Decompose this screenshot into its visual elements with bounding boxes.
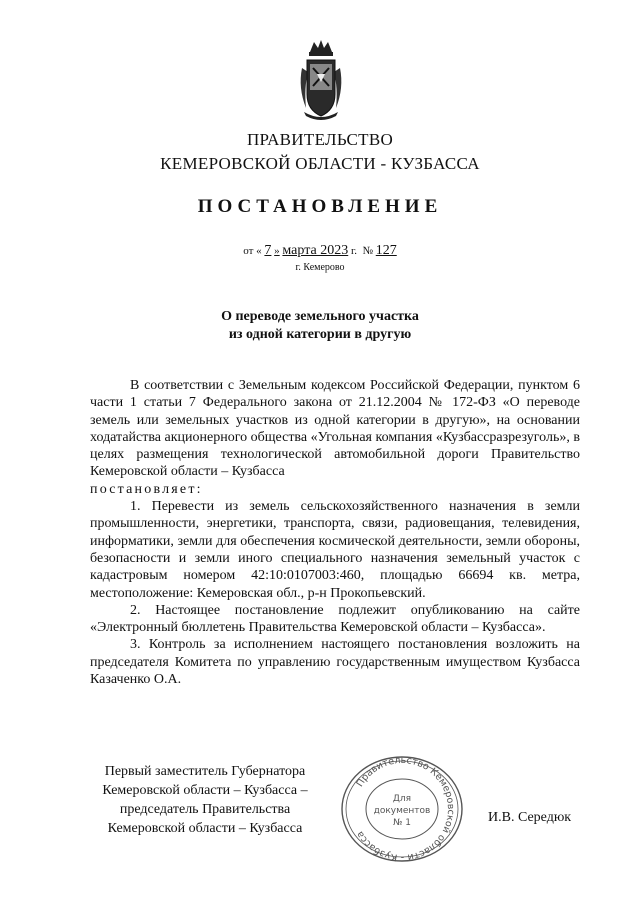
item-3-paragraph: 3. Контроль за исполнением настоящего постановления возложить на председателя Комитета по управлению государственным имуществом Кузбасса Казаченко О.А. xyxy=(90,637,580,688)
date-day-close: » xyxy=(274,245,280,257)
subject-line2: из одной категории в другую xyxy=(228,327,412,342)
signatory-title-line2: Кемеровской области – Кузбасса – xyxy=(102,783,308,798)
document-date-number xyxy=(0,243,640,259)
document-subject xyxy=(0,308,640,344)
official-seal-stamp xyxy=(337,753,467,865)
document-city: г. Кемерово xyxy=(295,262,345,273)
date-from-label: от « xyxy=(243,245,262,257)
document-body xyxy=(90,377,580,688)
seal-inner-line1: Для xyxy=(392,794,412,804)
signatory-title-line3: председатель Правительства xyxy=(119,802,291,817)
signatory-title-line4: Кемеровской области – Кузбасса xyxy=(107,821,303,836)
seal-inner-line2: документов xyxy=(373,806,431,816)
date-month-year: марта 2023 xyxy=(282,243,349,258)
seal-inner-line3: № 1 xyxy=(393,818,411,828)
resolves-word: постановляет: xyxy=(90,481,203,497)
coat-of-arms-emblem xyxy=(296,38,346,122)
date-year-suffix: г. xyxy=(350,245,357,257)
item-2-paragraph: 2. Настоящее постановление подлежит опубликованию на сайте «Электронный бюллетень Правительства Кемеровской области – Кузбасса». xyxy=(90,602,580,636)
subject-line1: О переводе земельного участка xyxy=(221,309,419,324)
signatory-title xyxy=(80,762,330,838)
number-label: № xyxy=(362,245,373,257)
date-day: 7 xyxy=(264,243,272,258)
seal-ring-text: Правительство Кемеровской области - Кузбасса xyxy=(354,754,457,864)
document-number: 127 xyxy=(375,243,397,258)
signatory-title-line1: Первый заместитель Губернатора xyxy=(104,764,306,779)
government-name-line2: КЕМЕРОВСКОЙ ОБЛАСТИ - КУЗБАССА xyxy=(160,154,480,173)
item-1-paragraph: 1. Перевести из земель сельскохозяйственного назначения в земли промышленности, энергетики, транспорта, связи, радиовещания, телевидения, информатики, земли для обеспечения космической деятельности, земли обороны, безопасности и земли иного специального назначения земельный участок с кадастровым номером 42:10:0107003:460, площадью 66694 кв. метра, местоположение: Кемеровская обл., р-н Прокопьевский. xyxy=(90,499,580,601)
signatory-name: И.В. Середюк xyxy=(488,810,572,825)
preamble-paragraph: В соответствии с Земельным кодексом Российской Федерации, пунктом 6 части 1 статьи 7 Федерального закона от 21.12.2004 № 172-ФЗ «О переводе земель или земельных участков из одной категории в другую», на основании ходатайства акционерного общества «Угольная компания «Кузбассразрезуголь», в целях размещения технологической автомобильной дороги Правительство Кемеровской области – Кузбасса xyxy=(90,378,580,480)
government-name-line1: ПРАВИТЕЛЬСТВО xyxy=(246,130,394,149)
document-type-title: ПОСТАНОВЛЕНИЕ xyxy=(197,196,443,217)
